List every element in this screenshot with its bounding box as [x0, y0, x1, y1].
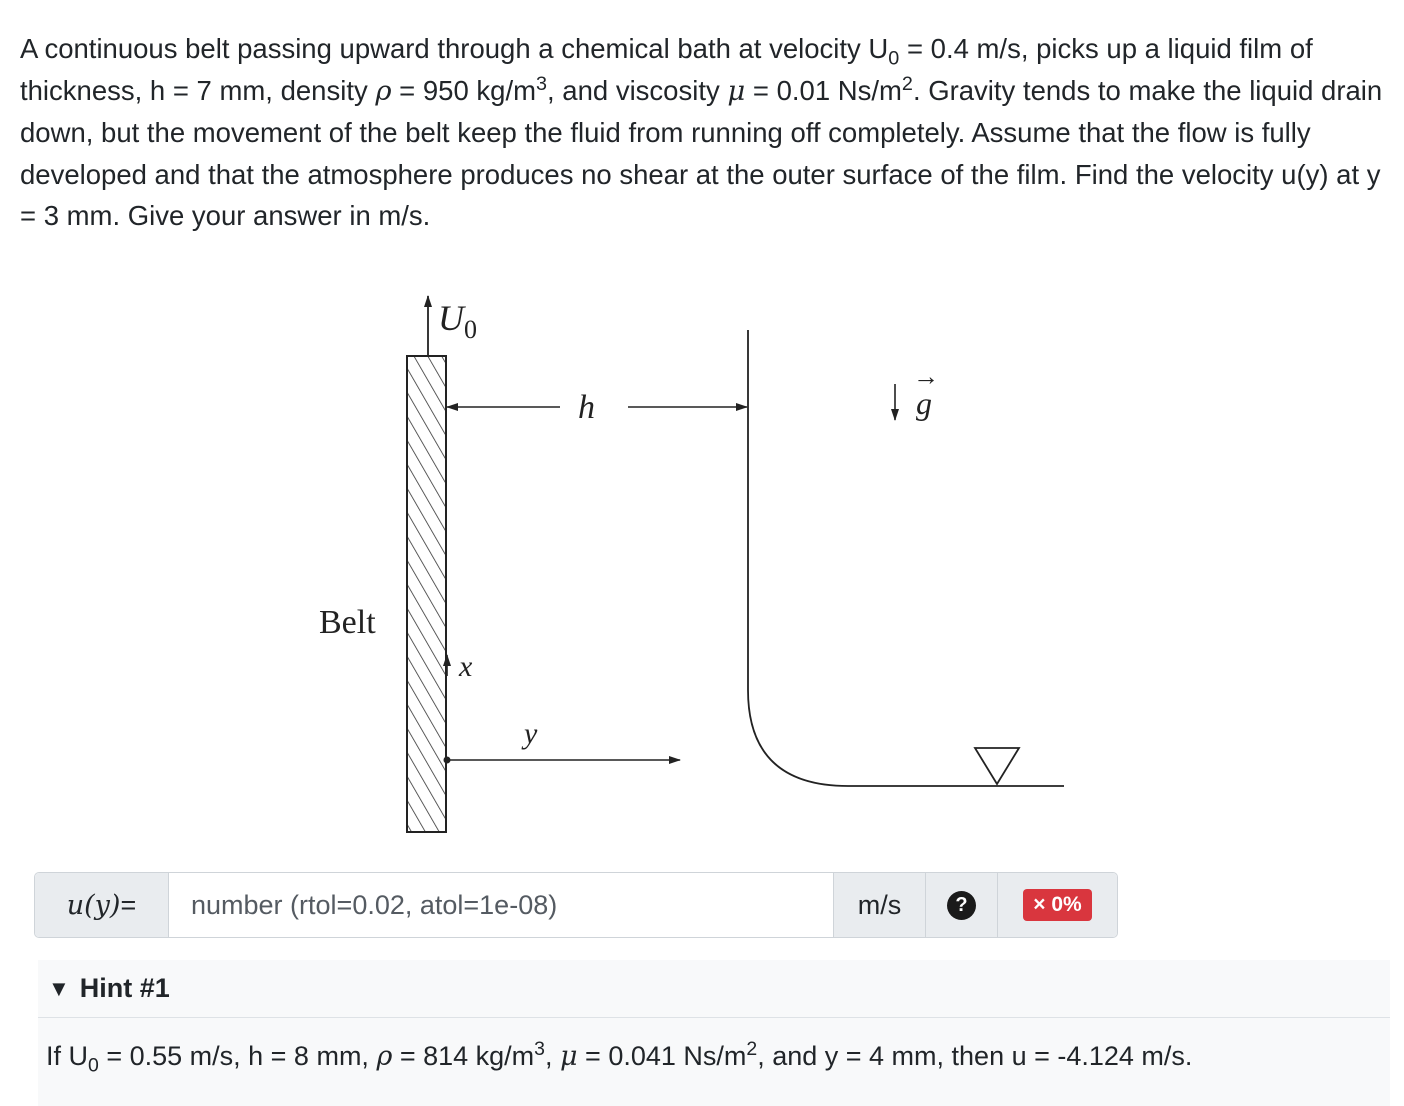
answer-input-group — [34, 872, 1118, 938]
answer-label-math: u(y) — [66, 889, 121, 921]
vector-arrow-icon: → — [913, 362, 939, 391]
problem-text: = 0.01 Ns/m — [745, 74, 902, 106]
x-axis-label: x — [459, 650, 473, 683]
superscript: 3 — [536, 72, 548, 95]
hint-panel — [38, 960, 1390, 1106]
answer-label-equals: = — [120, 889, 137, 920]
superscript: 3 — [534, 1038, 545, 1060]
g-label: g — [916, 385, 932, 421]
h-label: h — [578, 389, 595, 426]
u0-label: $U_0$ — [438, 298, 477, 344]
mu-symbol: μ — [559, 1041, 578, 1072]
hint-text: = 0.041 Ns/m — [577, 1041, 747, 1071]
triangle-down-icon: ▼ — [48, 975, 70, 1001]
hint-text: , — [544, 1041, 560, 1071]
hint-text: = 0.55 m/s, h = 8 mm, — [98, 1041, 377, 1071]
free-surface-triangle — [975, 748, 1019, 784]
film-surface-line — [748, 330, 1064, 786]
superscript: 2 — [746, 1038, 758, 1060]
hint-text: = 814 kg/m — [392, 1041, 535, 1071]
problem-text: A continuous belt passing upward through a chemical bath at velocity U — [20, 33, 889, 64]
problem-text: . Gravity tends to make the liquid drain down, but the movement of the belt keep the fluid from running off completely. Assume that the flow is fully developed and that the atmosphere produces no shear at the outer surface of the film. Find the velocity u(y) at y = 3 mm. Give your answer in m/s. — [20, 74, 1383, 231]
superscript: 2 — [901, 72, 913, 95]
answer-input[interactable] — [169, 873, 833, 937]
hint-text: If U — [46, 1041, 89, 1071]
rho-symbol: ρ — [375, 74, 392, 107]
mu-symbol: μ — [727, 74, 746, 107]
hint-text: , and y = 4 mm, then u = -4.124 m/s. — [757, 1041, 1193, 1071]
help-button[interactable] — [925, 873, 997, 937]
problem-text: = 0.4 m/s, picks up a liquid film of thickness, h = 7 mm, density — [20, 33, 1313, 106]
hint-title: Hint #1 — [79, 973, 170, 1003]
score-badge: × 0% — [1023, 889, 1091, 921]
y-axis-label: y — [524, 717, 538, 750]
rho-symbol: ρ — [376, 1041, 393, 1072]
question-icon: ? — [947, 891, 976, 920]
subscript: 0 — [888, 47, 900, 70]
subscript: 0 — [88, 1054, 99, 1077]
score-container — [997, 873, 1117, 937]
problem-text: = 950 kg/m — [391, 74, 536, 106]
answer-label — [35, 873, 169, 937]
hint-body — [38, 1018, 1390, 1095]
belt-rect — [407, 356, 446, 832]
hint-toggle[interactable] — [38, 960, 1390, 1018]
belt-label: Belt — [319, 604, 376, 641]
unit-label: m/s — [833, 873, 925, 937]
problem-text: , and viscosity — [547, 74, 728, 106]
